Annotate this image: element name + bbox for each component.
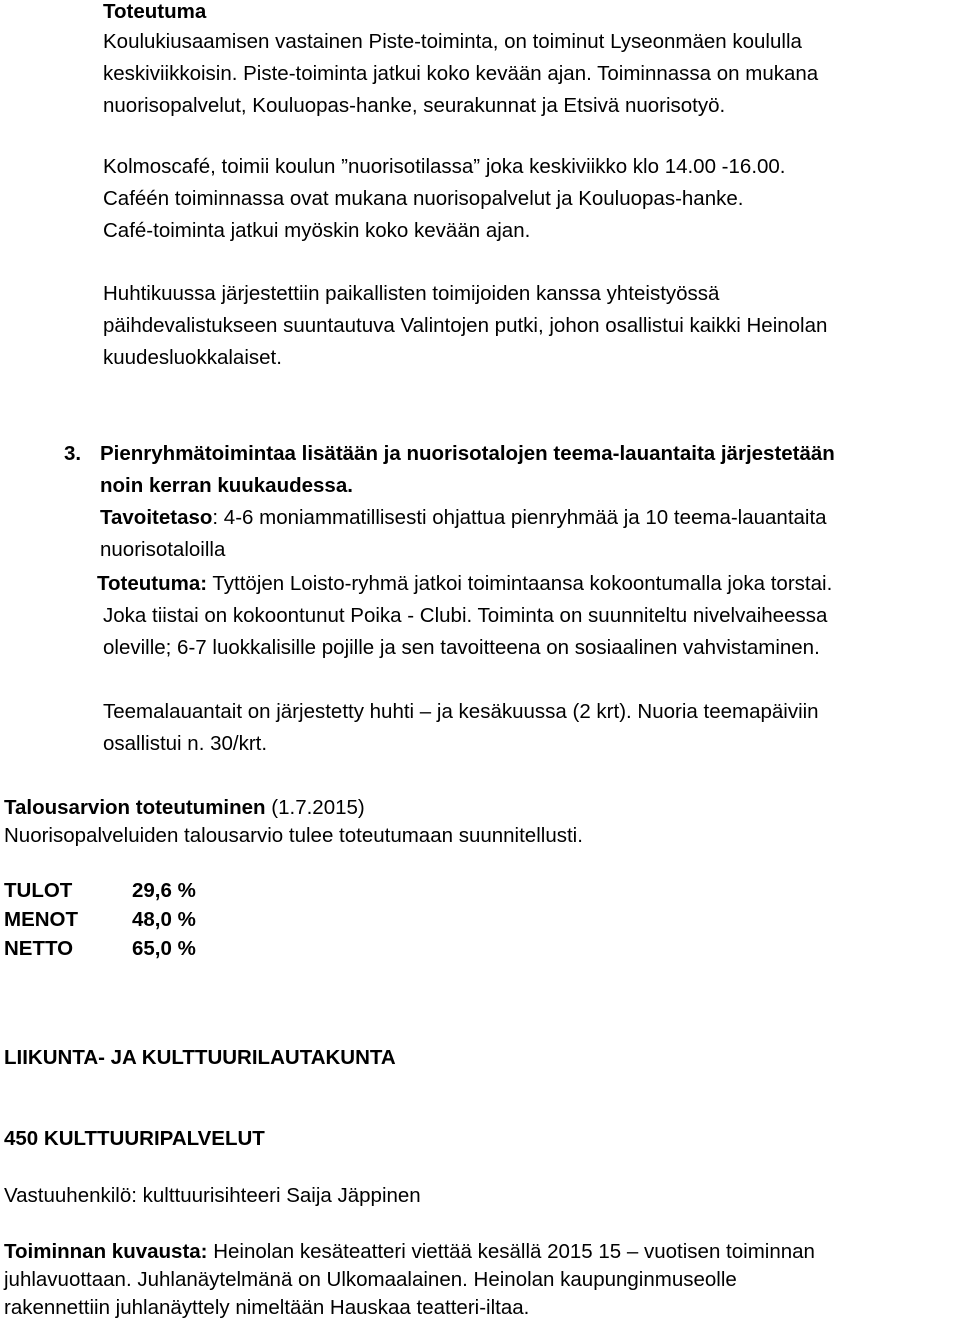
- paragraph-line: Koulukiusaamisen vastainen Piste-toiminta, on toiminut Lyseonmäen koululla: [103, 30, 802, 53]
- paragraph-line: Teemalauantait on järjestetty huhti – ja kesäkuussa (2 krt). Nuoria teemapäiviin: [103, 700, 819, 723]
- description-line: [4, 1240, 815, 1264]
- paragraph-line: juhlavuottaan. Juhlanäytelmänä on Ulkomaalainen. Heinolan kaupunginmuseolle: [4, 1268, 737, 1291]
- budget-heading-date: (1.7.2015): [265, 796, 365, 819]
- toteutuma-text: Tyttöjen Loisto-ryhmä jatkoi toimintaansa kokoontumalla joka torstai.: [207, 572, 833, 595]
- toteutuma-heading: Toteutuma: [103, 0, 207, 23]
- list-number: 3.: [64, 442, 82, 465]
- budget-row-tulot: [4, 879, 196, 903]
- description-text: Heinolan kesäteatteri viettää kesällä 2015 15 – vuotisen toiminnan: [207, 1240, 815, 1263]
- paragraph-line: oleville; 6-7 luokkalisille pojille ja sen tavoitteena on sosiaalinen vahvistaminen.: [103, 636, 820, 659]
- budget-row-menot: [4, 908, 196, 932]
- tavoitetaso-line: [100, 506, 827, 530]
- budget-label: TULOT: [4, 879, 73, 902]
- tavoitetaso-label: Tavoitetaso: [100, 506, 213, 529]
- paragraph-line: Huhtikuussa järjestettiin paikallisten toimijoiden kanssa yhteistyössä: [103, 282, 720, 305]
- paragraph-line: nuorisotaloilla: [100, 538, 226, 561]
- paragraph-line: nuorisopalvelut, Kouluopas-hanke, seurakunnat ja Etsivä nuorisotyö.: [103, 94, 726, 117]
- toteutuma-label: Toteutuma:: [97, 572, 208, 595]
- budget-row-netto: [4, 937, 196, 961]
- budget-value: 29,6 %: [132, 879, 196, 902]
- paragraph-line: Kolmoscafé, toimii koulun ”nuorisotilassa” joka keskiviikko klo 14.00 -16.00.: [103, 155, 786, 178]
- paragraph-line: osallistui n. 30/krt.: [103, 732, 268, 755]
- paragraph-line: Caféén toiminnassa ovat mukana nuorisopalvelut ja Kouluopas-hanke.: [103, 187, 744, 210]
- budget-value: 48,0 %: [132, 908, 196, 931]
- paragraph-line: keskiviikkoisin. Piste-toiminta jatkui koko kevään ajan. Toiminnassa on mukana: [103, 62, 819, 85]
- paragraph-line: Café-toiminta jatkui myöskin koko kevään ajan.: [103, 219, 531, 242]
- item-title: Pienryhmätoimintaa lisätään ja nuorisotalojen teema-lauantaita järjestetään: [100, 442, 835, 465]
- paragraph-line: rakennettiin juhlanäyttely nimeltään Hauskaa teatteri-iltaa.: [4, 1296, 530, 1319]
- item-title: noin kerran kuukaudessa.: [100, 474, 353, 497]
- paragraph-line: päihdevalistukseen suuntautuva Valintojen putki, johon osallistui kaikki Heinolan: [103, 314, 828, 337]
- toteutuma-line: [97, 572, 832, 596]
- budget-value: 65,0 %: [132, 937, 196, 960]
- responsible-person: Vastuuhenkilö: kulttuurisihteeri Saija Jäppinen: [4, 1184, 421, 1207]
- budget-text: Nuorisopalveluiden talousarvio tulee toteutumaan suunnitellusti.: [4, 824, 583, 847]
- section-subheading: 450 KULTTUURIPALVELUT: [4, 1127, 265, 1150]
- budget-heading: [4, 796, 365, 820]
- paragraph-line: Joka tiistai on kokoontunut Poika - Clubi. Toiminta on suunniteltu nivelvaiheessa: [103, 604, 828, 627]
- budget-label: NETTO: [4, 937, 74, 960]
- section-heading: LIIKUNTA- JA KULTTUURILAUTAKUNTA: [4, 1046, 396, 1069]
- budget-label: MENOT: [4, 908, 79, 931]
- tavoitetaso-text: : 4-6 moniammatillisesti ohjattua pienryhmää ja 10 teema-lauantaita: [212, 506, 827, 529]
- description-label: Toiminnan kuvausta:: [4, 1240, 208, 1263]
- paragraph-line: kuudesluokkalaiset.: [103, 346, 282, 369]
- budget-heading-label: Talousarvion toteutuminen: [4, 796, 266, 819]
